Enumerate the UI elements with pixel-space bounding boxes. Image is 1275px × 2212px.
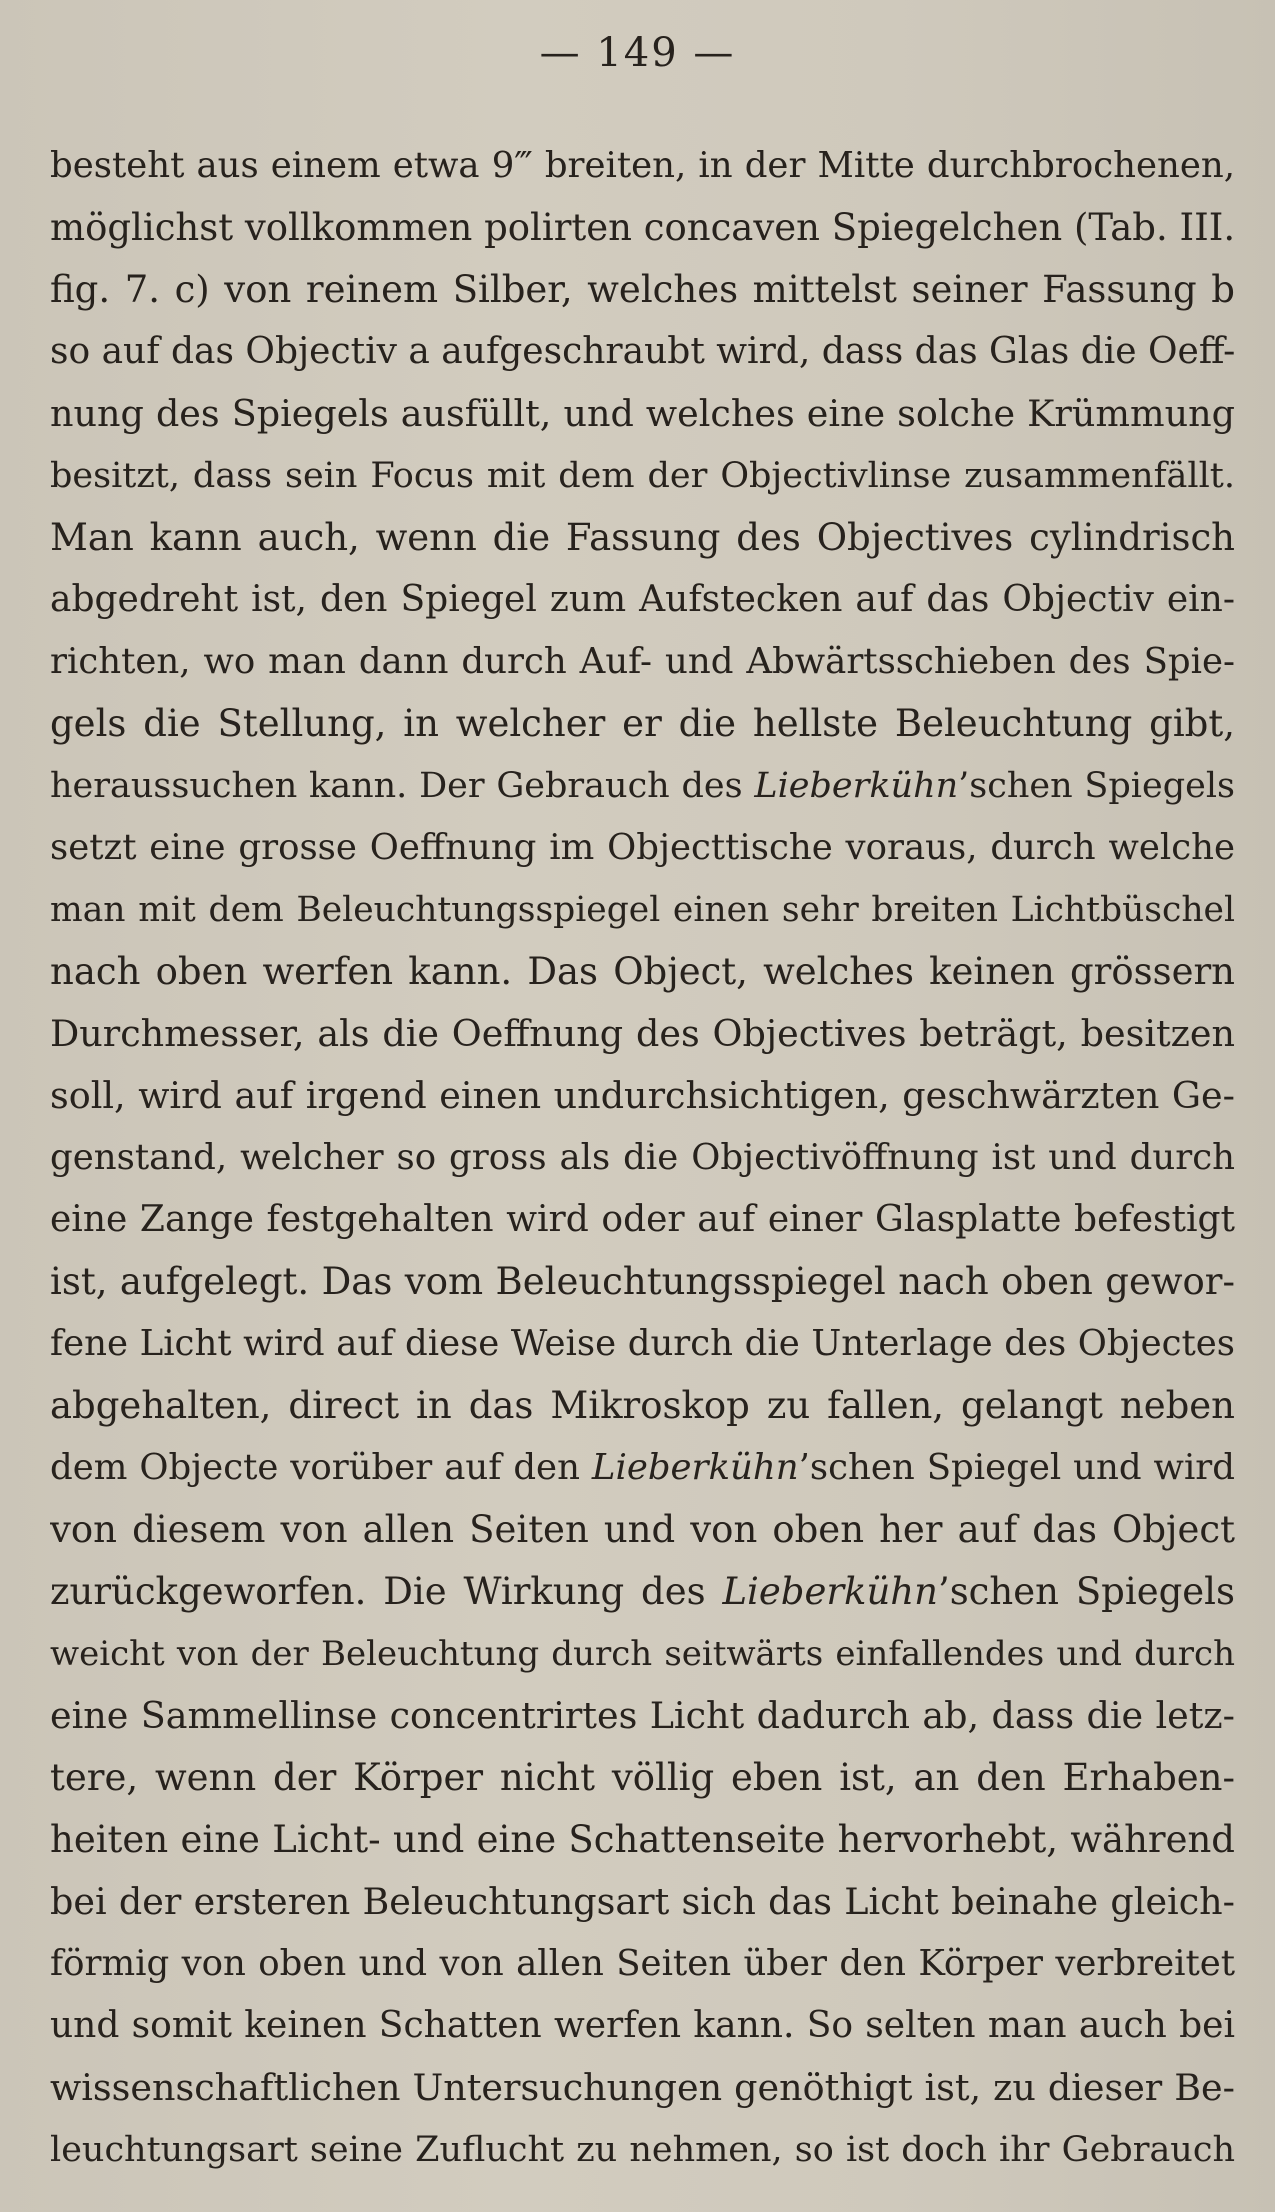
text-segment: gels die Stellung, in welcher er die hellste Beleuchtung gibt, xyxy=(50,702,1235,745)
text-segment: wissenschaftlichen Untersuchungen genöthigt ist, zu dieser Be- xyxy=(50,2066,1235,2109)
text-line xyxy=(50,1561,1235,1623)
text-segment: heraussuchen kann. Der Gebrauch des xyxy=(50,766,755,806)
person-name: Lieberkühn xyxy=(591,1447,799,1488)
text-segment: förmig von oben und von allen Seiten über den Körper verbreitet xyxy=(50,1943,1235,1984)
person-name: Lieberkühn xyxy=(722,1570,938,1613)
text-line xyxy=(50,1933,1235,1995)
text-line xyxy=(50,755,1235,817)
text-segment: abgehalten, direct in das Mikroskop zu fallen, gelangt neben xyxy=(50,1384,1235,1427)
text-line xyxy=(50,1003,1235,1065)
text-segment: setzt eine grosse Oeffnung im Objecttische voraus, durch welche xyxy=(50,827,1235,868)
text-segment: eine Sammellinse concentrirtes Licht dadurch ab, dass die letz- xyxy=(50,1694,1235,1737)
text-line xyxy=(50,631,1235,693)
text-line xyxy=(50,1375,1235,1437)
text-line xyxy=(50,383,1235,445)
text-segment: fig. 7. c) von reinem Silber, welches mittelst seiner Fassung b xyxy=(50,268,1235,311)
text-line xyxy=(50,817,1235,879)
text-segment: und somit keinen Schatten werfen kann. So selten man auch bei xyxy=(50,2005,1235,2046)
text-line xyxy=(50,2119,1235,2181)
text-line xyxy=(50,445,1235,507)
text-segment: Durchmesser, als die Oeffnung des Objectives beträgt, besitzen xyxy=(50,1012,1235,1055)
text-segment: fene Licht wird auf diese Weise durch die Unterlage des Objectes xyxy=(50,1323,1235,1364)
text-line xyxy=(50,259,1235,321)
text-line xyxy=(50,1623,1235,1685)
text-line xyxy=(50,879,1235,941)
text-line xyxy=(50,321,1235,383)
text-line xyxy=(50,2057,1235,2119)
text-line xyxy=(50,1437,1235,1499)
text-segment: weicht von der Beleuchtung durch seitwärts einfallendes und durch xyxy=(50,1634,1235,1674)
text-segment: genstand, welcher so gross als die Objectivöffnung ist und durch xyxy=(50,1137,1235,1178)
text-segment: besitzt, dass sein Focus mit dem der Objectivlinse zusammenfällt. xyxy=(50,456,1235,496)
text-segment: soll, wird auf irgend einen undurchsichtigen, geschwärzten Ge- xyxy=(50,1074,1235,1117)
body-text xyxy=(50,135,1235,2181)
text-line xyxy=(50,1251,1235,1313)
text-segment: ist, aufgelegt. Das vom Beleuchtungsspiegel nach oben gewor- xyxy=(50,1260,1235,1303)
text-line xyxy=(50,197,1235,259)
text-segment: zurückgeworfen. Die Wirkung des xyxy=(50,1570,723,1613)
text-line xyxy=(50,569,1235,631)
text-segment: möglichst vollkommen polirten concaven Spiegelchen (Tab. III. xyxy=(50,206,1235,249)
text-segment: besteht aus einem etwa 9‴ breiten, in der Mitte durchbrochenen, xyxy=(50,145,1235,186)
text-segment: dem Objecte vorüber auf den xyxy=(50,1447,592,1488)
text-segment: von diesem von allen Seiten und von oben her auf das Object xyxy=(50,1508,1235,1551)
text-line xyxy=(50,1871,1235,1933)
text-line xyxy=(50,1313,1235,1375)
text-segment: man mit dem Beleuchtungsspiegel einen sehr breiten Lichtbüschel xyxy=(50,890,1235,930)
text-segment: nach oben werfen kann. Das Object, welches keinen grössern xyxy=(50,950,1235,993)
text-line xyxy=(50,693,1235,755)
text-segment: bei der ersteren Beleuchtungsart sich das Licht beinahe gleich- xyxy=(50,1880,1235,1923)
text-segment: ’schen Spiegels xyxy=(937,1570,1235,1613)
text-line xyxy=(50,1685,1235,1747)
text-line xyxy=(50,507,1235,569)
text-segment: richten, wo man dann durch Auf- und Abwärtsschieben des Spie- xyxy=(50,641,1235,682)
text-segment: so auf das Objectiv a aufgeschraubt wird, dass das Glas die Oeff- xyxy=(50,331,1235,372)
text-line xyxy=(50,941,1235,1003)
text-line xyxy=(50,1189,1235,1251)
text-line xyxy=(50,135,1235,197)
text-line xyxy=(50,1995,1235,2057)
text-segment: ’schen Spiegels xyxy=(958,766,1235,806)
page-number: — 149 — xyxy=(539,30,736,76)
text-line xyxy=(50,1127,1235,1189)
text-segment: abgedreht ist, den Spiegel zum Aufstecken auf das Objectiv ein- xyxy=(50,579,1235,620)
text-segment: heiten eine Licht- und eine Schattenseite hervorhebt, während xyxy=(50,1818,1235,1861)
text-line xyxy=(50,1499,1235,1561)
text-segment: nung des Spiegels ausfüllt, und welches eine solche Krümmung xyxy=(50,392,1235,435)
text-segment: Man kann auch, wenn die Fassung des Objectives cylindrisch xyxy=(50,516,1235,559)
text-segment: tere, wenn der Körper nicht völlig eben ist, an den Erhaben- xyxy=(50,1756,1235,1799)
text-line xyxy=(50,1809,1235,1871)
person-name: Lieberkühn xyxy=(754,766,959,806)
text-segment: ’schen Spiegel und wird xyxy=(798,1447,1235,1488)
text-segment: eine Zange festgehalten wird oder auf einer Glasplatte befestigt xyxy=(50,1199,1235,1240)
text-line xyxy=(50,1747,1235,1809)
text-segment: leuchtungsart seine Zuflucht zu nehmen, so ist doch ihr Gebrauch xyxy=(50,2130,1235,2170)
text-line xyxy=(50,1065,1235,1127)
